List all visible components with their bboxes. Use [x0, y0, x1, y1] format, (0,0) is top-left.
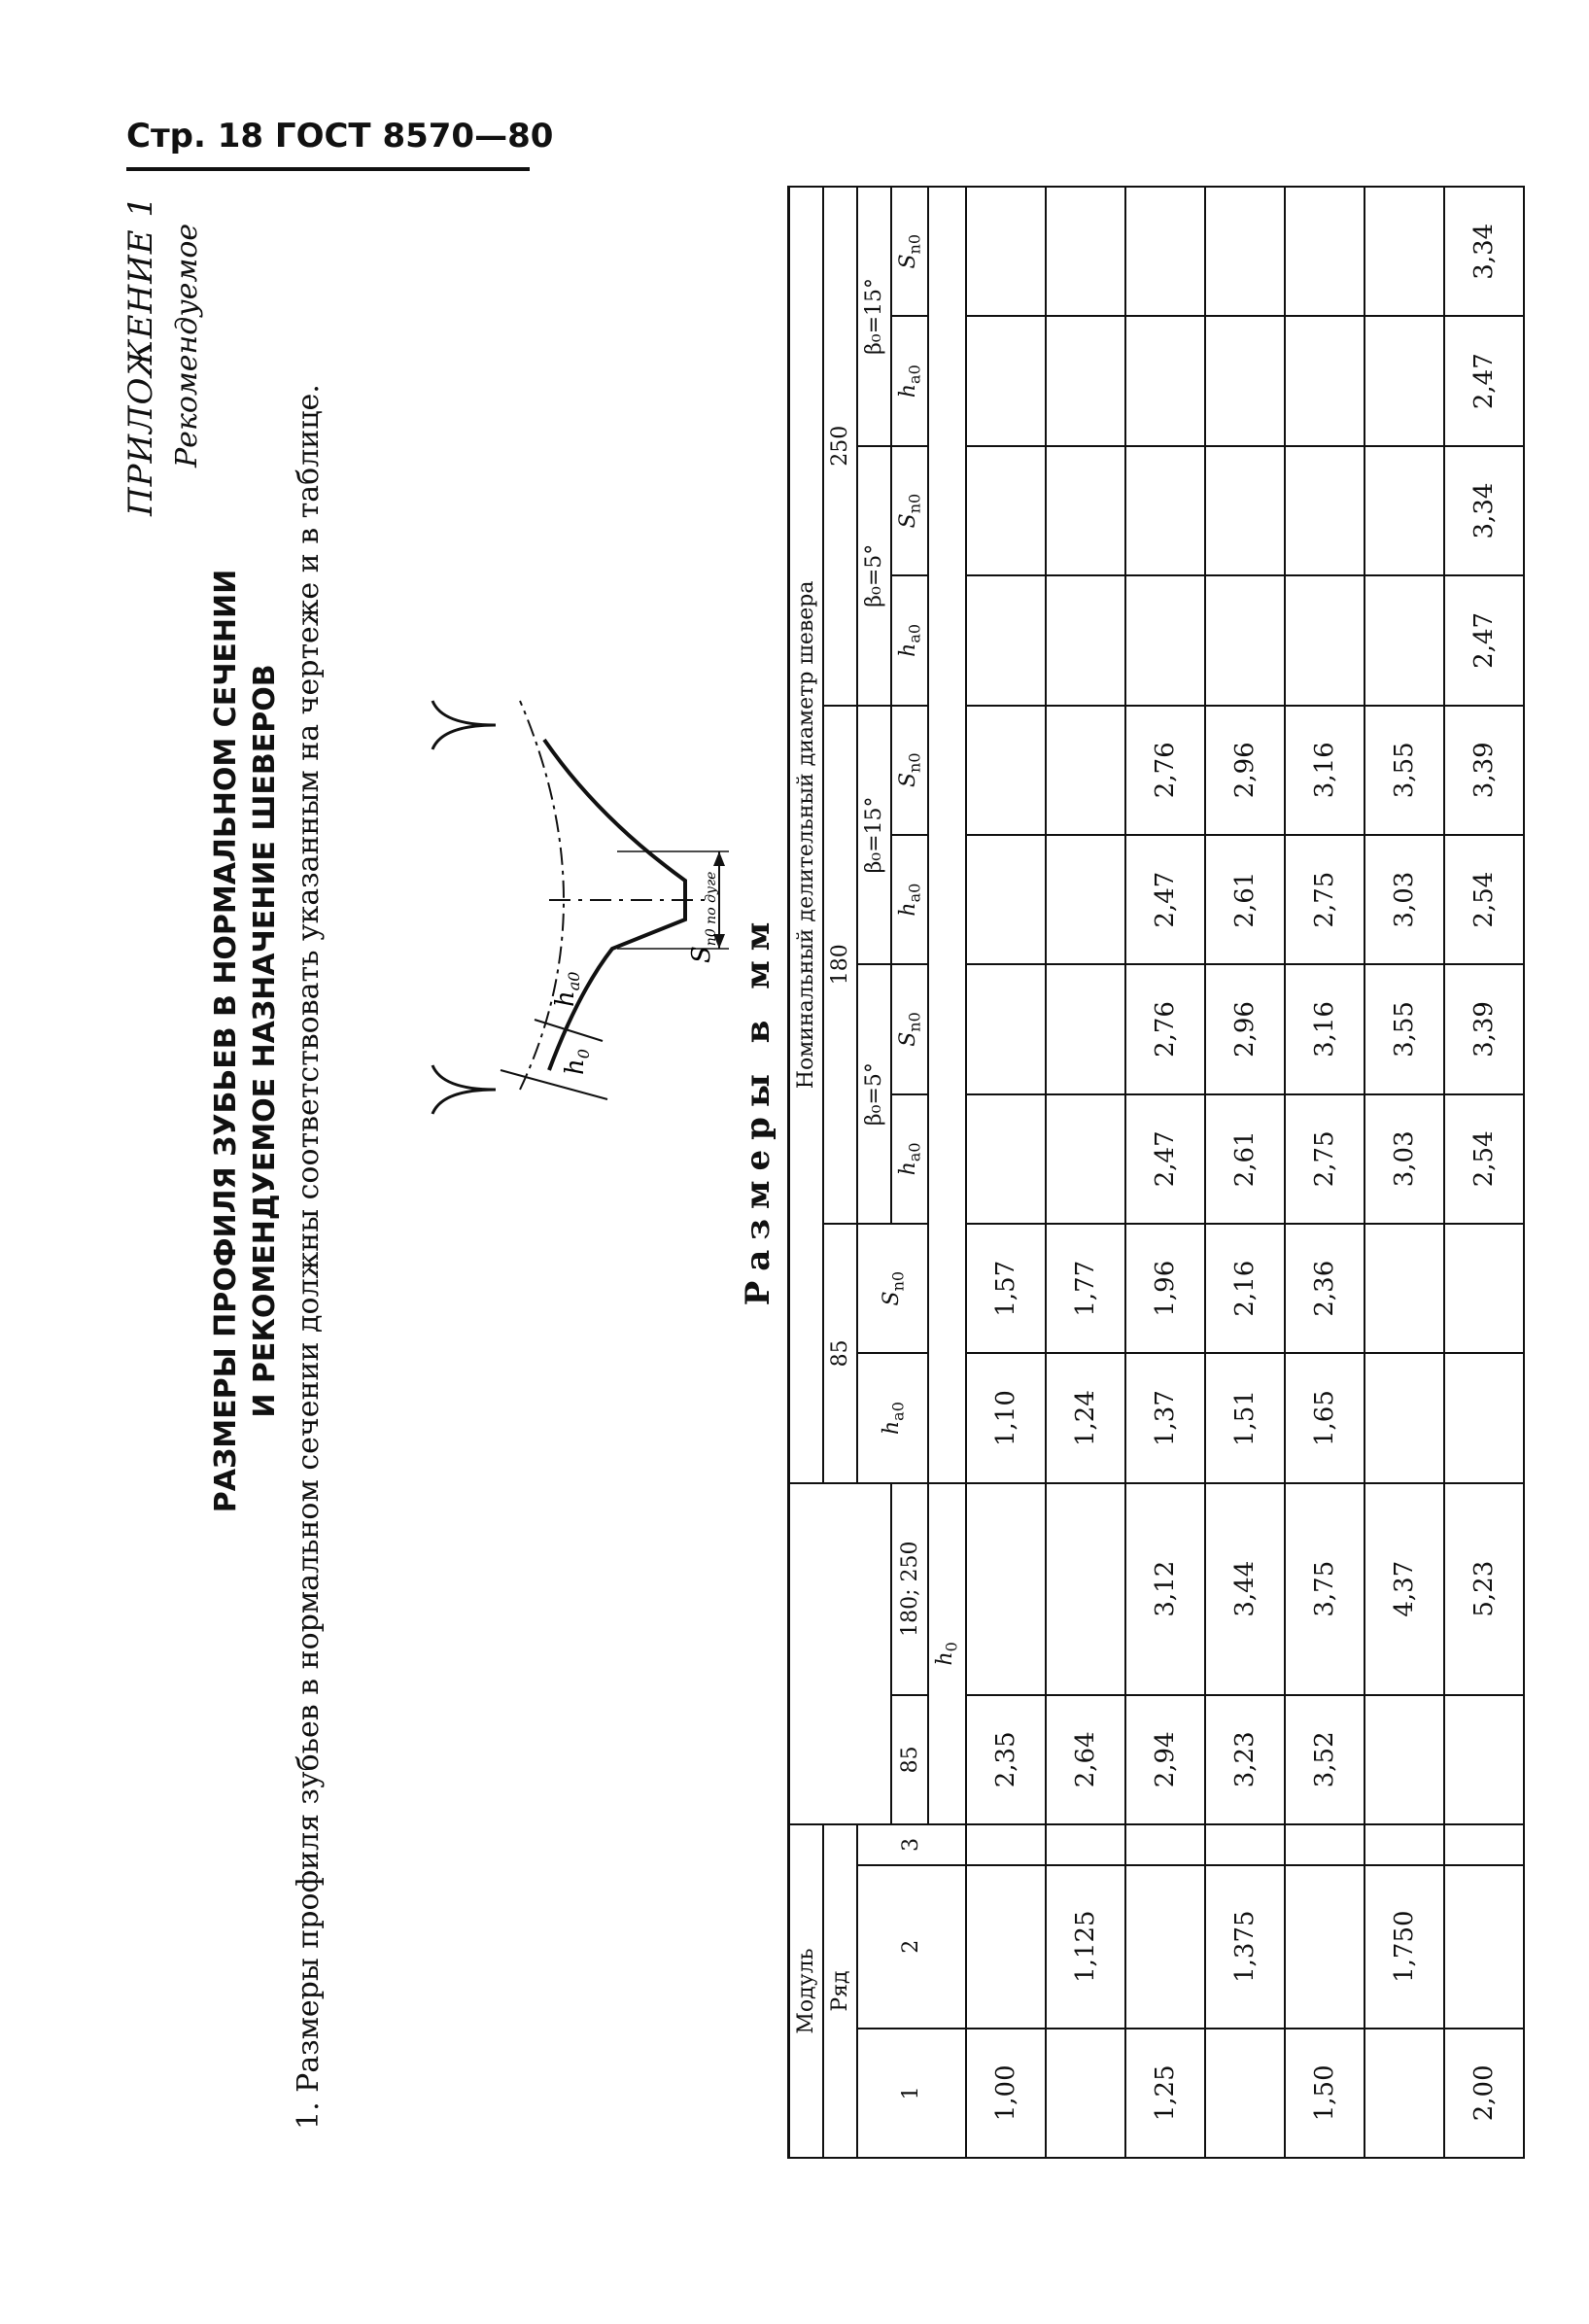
h0-dimension-line — [501, 1070, 607, 1099]
table-row — [1364, 187, 1444, 2158]
section-title-line-2: И РЕКОМЕНДУЕМОЕ НАЗНАЧЕНИЕ ШЕВЕРОВ — [248, 664, 282, 1418]
cell-a15s — [966, 706, 1046, 835]
header-d180-b15-sn0: $S_{n0}$ — [891, 706, 928, 835]
cell-a15h — [966, 835, 1046, 964]
cell-b15h — [1125, 317, 1205, 446]
cell-a15s: 3,39 — [1444, 706, 1524, 835]
cell-b5s — [1125, 446, 1205, 575]
cell-b15s — [1125, 187, 1205, 317]
cell-h180: 3,44 — [1205, 1483, 1285, 1695]
cell-r2: 1,375 — [1205, 1865, 1285, 2029]
cell-b15h: 2,47 — [1444, 317, 1524, 446]
cell-b5h: 2,47 — [1444, 575, 1524, 705]
cell-a5h: 2,54 — [1444, 1094, 1524, 1224]
table-row — [1046, 187, 1125, 2158]
cell-h85: 2,94 — [1125, 1695, 1205, 1824]
header-module: Модуль — [789, 1824, 824, 2158]
table-row — [1285, 187, 1364, 2158]
cell-a5s: 2,96 — [1205, 964, 1285, 1093]
cell-a15h: 2,75 — [1285, 835, 1364, 964]
page-header: Стр. 18 ГОСТ 8570—80 — [126, 117, 554, 156]
cell-b5h — [1205, 575, 1285, 705]
tooth-profile-outline — [544, 740, 685, 1070]
cell-r2 — [1285, 1865, 1364, 2029]
cell-r3 — [1444, 1824, 1524, 1865]
header-d85-ha0: $h_{a0}$ — [857, 1353, 928, 1482]
header-nominal-diameter: Номинальный делительный диаметр шевера — [789, 187, 824, 1483]
header-d180-beta15: β₀=15° — [857, 706, 891, 965]
cell-d85-h: 1,10 — [966, 1353, 1046, 1482]
cell-r1 — [1046, 2029, 1125, 2158]
cell-a5s: 3,16 — [1285, 964, 1364, 1093]
cell-r2: 1,750 — [1364, 1865, 1444, 2029]
cell-b15h — [966, 317, 1046, 446]
cell-d85-h — [1444, 1353, 1524, 1482]
cell-r3 — [1205, 1824, 1285, 1865]
cell-b15s — [1285, 187, 1364, 317]
table-row — [966, 187, 1046, 2158]
cell-r1: 1,50 — [1285, 2029, 1364, 2158]
cell-b15s: 3,34 — [1444, 187, 1524, 317]
cell-h85: 2,64 — [1046, 1695, 1125, 1824]
cell-b15h — [1205, 317, 1285, 446]
table-row — [1444, 187, 1524, 2158]
cell-d85-s: 1,77 — [1046, 1224, 1125, 1353]
table-row — [1125, 187, 1205, 2158]
header-d85: 85 — [823, 1224, 857, 1483]
header-d180-b5-ha0: $h_{a0}$ — [891, 1094, 928, 1224]
cell-b5s — [1285, 446, 1364, 575]
cell-b5s: 3,34 — [1444, 446, 1524, 575]
cell-h180: 3,75 — [1285, 1483, 1364, 1695]
cell-r2 — [1444, 1865, 1524, 2029]
table-body — [966, 187, 1524, 2158]
header-row: Ряд — [823, 1824, 857, 2158]
cell-a5s — [966, 964, 1046, 1093]
cell-a15s: 2,76 — [1125, 706, 1205, 835]
header-h0-group — [789, 1483, 892, 1824]
cell-a5h: 3,03 — [1364, 1094, 1444, 1224]
cell-h180 — [1046, 1483, 1125, 1695]
cell-b5s — [1205, 446, 1285, 575]
ha0-label: $h_{a0}$ — [551, 971, 583, 1007]
cell-a15h: 2,61 — [1205, 835, 1285, 964]
tooth-profile-drawing — [374, 642, 734, 1128]
cell-a5h: 2,75 — [1285, 1094, 1364, 1224]
cell-d85-h: 1,51 — [1205, 1353, 1285, 1482]
cell-h180: 4,37 — [1364, 1483, 1444, 1695]
cell-b5s — [1364, 446, 1444, 575]
cell-a5h: 2,61 — [1205, 1094, 1285, 1224]
cell-a15h — [1046, 835, 1125, 964]
header-d250-b15-sn0: $S_{n0}$ — [891, 187, 928, 317]
header-d180-b5-sn0: $S_{n0}$ — [891, 964, 928, 1093]
header-d250-beta15: β₀=15° — [857, 187, 891, 446]
left-hook-shape — [432, 1065, 496, 1114]
cell-d85-h: 1,65 — [1285, 1353, 1364, 1482]
cell-a15s: 2,96 — [1205, 706, 1285, 835]
cell-r1: 1,25 — [1125, 2029, 1205, 2158]
cell-a5s — [1046, 964, 1125, 1093]
header-d180: 180 — [823, 706, 857, 1224]
cell-b5h — [1046, 575, 1125, 705]
header-d250-b5-ha0: $h_{a0}$ — [891, 575, 928, 705]
header-row-3: 3 — [857, 1824, 966, 1865]
header-h0-85: 85 — [891, 1695, 928, 1824]
cell-d85-s — [1364, 1224, 1444, 1353]
header-d250-b5-sn0: $S_{n0}$ — [891, 446, 928, 575]
right-hook-shape — [432, 701, 496, 749]
cell-a5h — [1046, 1094, 1125, 1224]
cell-d85-s: 2,36 — [1285, 1224, 1364, 1353]
header-d180-beta5: β₀=5° — [857, 964, 891, 1224]
cell-b5s — [1046, 446, 1125, 575]
header-d250-beta5: β₀=5° — [857, 446, 891, 706]
cell-a15s — [1046, 706, 1125, 835]
header-d250-b15-ha0: $h_{a0}$ — [891, 317, 928, 446]
cell-d85-s: 1,57 — [966, 1224, 1046, 1353]
cell-d85-h: 1,37 — [1125, 1353, 1205, 1482]
sizes-caption: Размеры в мм — [739, 912, 777, 1306]
cell-h180: 3,12 — [1125, 1483, 1205, 1695]
cell-h85: 2,35 — [966, 1695, 1046, 1824]
cell-h85 — [1444, 1695, 1524, 1824]
cell-h180: 5,23 — [1444, 1483, 1524, 1695]
cell-a5s: 3,55 — [1364, 964, 1444, 1093]
cell-r3 — [966, 1824, 1046, 1865]
cell-b5h — [1285, 575, 1364, 705]
header-h0-symbol: $h_0$ — [928, 1483, 965, 1824]
cell-a5s: 3,39 — [1444, 964, 1524, 1093]
cell-b15h — [1046, 317, 1125, 446]
appendix-title: ПРИЛОЖЕНИЕ 1 — [121, 194, 160, 516]
cell-r2 — [1125, 1865, 1205, 2029]
header-d250: 250 — [823, 187, 857, 706]
cell-d85-s: 1,96 — [1125, 1224, 1205, 1353]
cell-d85-s — [1444, 1224, 1524, 1353]
cell-b15s — [1364, 187, 1444, 317]
header-d180-b15-ha0: $h_{a0}$ — [891, 835, 928, 964]
cell-a5h: 2,47 — [1125, 1094, 1205, 1224]
cell-h85: 3,23 — [1205, 1695, 1285, 1824]
header-d85-sn0: $S_{n0}$ — [857, 1224, 928, 1353]
cell-d85-s: 2,16 — [1205, 1224, 1285, 1353]
cell-r1: 2,00 — [1444, 2029, 1524, 2158]
cell-b5h — [966, 575, 1046, 705]
appendix-subtitle: Рекомендуемое — [170, 223, 204, 468]
cell-a15h: 3,03 — [1364, 835, 1444, 964]
cell-r1 — [1205, 2029, 1285, 2158]
sn0-label: $S_{n0 по дуге}$ — [687, 871, 719, 963]
cell-r3 — [1046, 1824, 1125, 1865]
cell-r1 — [1364, 2029, 1444, 2158]
profile-size-table — [787, 186, 1525, 2159]
cell-a5h — [966, 1094, 1046, 1224]
cell-a15h: 2,47 — [1125, 835, 1205, 964]
header-row-1: 1 — [857, 2029, 966, 2158]
cell-b15h — [1364, 317, 1444, 446]
cell-b15h — [1285, 317, 1364, 446]
cell-a15h: 2,54 — [1444, 835, 1524, 964]
section-title-line-1: РАЗМЕРЫ ПРОФИЛЯ ЗУБЬЕВ В НОРМАЛЬНОМ СЕЧЕНИИ — [209, 569, 243, 1513]
cell-a15s: 3,55 — [1364, 706, 1444, 835]
cell-d85-h — [1364, 1353, 1444, 1482]
table-row — [1205, 187, 1285, 2158]
cell-h85: 3,52 — [1285, 1695, 1364, 1824]
cell-r3 — [1364, 1824, 1444, 1865]
cell-h180 — [966, 1483, 1046, 1695]
intro-paragraph: 1. Размеры профиля зубьев в нормальном сечении должны соответствовать указанным на чертеже и в таблице. — [292, 384, 326, 2130]
h0-label: $h_0$ — [561, 1049, 593, 1075]
cell-b15s — [966, 187, 1046, 317]
cell-r2: 1,125 — [1046, 1865, 1125, 2029]
cell-r1: 1,00 — [966, 2029, 1046, 2158]
cell-d85-h: 1,24 — [1046, 1353, 1125, 1482]
header-row-2: 2 — [857, 1865, 966, 2029]
cell-r3 — [1285, 1824, 1364, 1865]
header-spacer — [928, 187, 965, 1483]
cell-a15s: 3,16 — [1285, 706, 1364, 835]
cell-r2 — [966, 1865, 1046, 2029]
cell-b5h — [1125, 575, 1205, 705]
cell-r3 — [1125, 1824, 1205, 1865]
cell-h85 — [1364, 1695, 1444, 1824]
cell-b15s — [1046, 187, 1125, 317]
cell-b15s — [1205, 187, 1285, 317]
header-h0-180-250: 180; 250 — [891, 1483, 928, 1695]
cell-b5s — [966, 446, 1046, 575]
cell-b5h — [1364, 575, 1444, 705]
cell-a5s: 2,76 — [1125, 964, 1205, 1093]
